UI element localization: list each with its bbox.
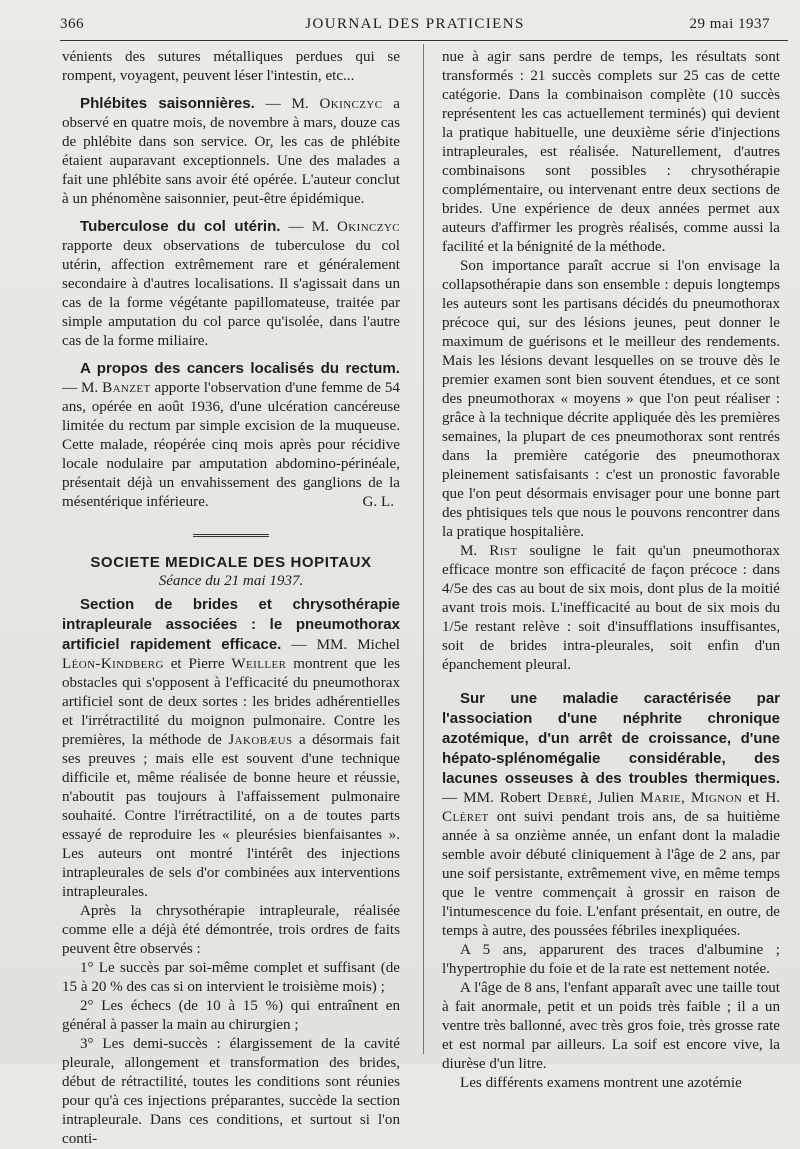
author-name: Okinczyc xyxy=(319,96,383,112)
article-text: — M. xyxy=(62,380,103,396)
signature: G. L. xyxy=(362,494,394,510)
author-name: Marie xyxy=(640,790,682,806)
section-subtitle: Séance du 21 mai 1937. xyxy=(158,573,304,589)
article-tuberculose xyxy=(62,217,400,351)
journal-title: JOURNAL DES PRATICIENS xyxy=(305,16,525,32)
article-text: a observé en quatre mois, de novembre à mars, douze cas de phlébite dans son service. Or, les cas de phlébite étaient auparavant exceptionnels. Une des malades a fait une phlébite sans avoir été opérée. L'auteur conclut à un phénomène saisonnier, peut-être épidémique. xyxy=(62,96,400,207)
list-item: 1° Le succès par soi-même complet et suffisant (de 15 à 20 % des cas si on intervient le troisième mois) ; xyxy=(62,960,400,995)
article-text: a désormais fait ses preuves ; mais elle est souvent d'une technique difficile et, même réalisée de bonne heure et réussie, n'aboutit pas toujours à l'affaissement pulmonaire souhaité. Contre l'irrétractilité, on a de toutes parts essayé de reproduire les « pleurésies bienfaisantes ». Les auteurs ont montré l'intérêt des injections intrapleurales de sels d'or combinées aux interventions intrapleurales. xyxy=(62,732,400,900)
article-brides xyxy=(62,595,400,902)
paragraph: A l'âge de 8 ans, l'enfant apparaît avec une taille tout à fait anormale, petit et un poids très faible ; il a un ventre très ballonné, avec très gros foie, très grosse rate et est normal par ailleurs. La soif est encore vive, la diurèse d'un litre. xyxy=(442,980,780,1072)
article-text: , xyxy=(681,790,692,806)
page-number: 366 xyxy=(60,16,84,32)
author-name: Debré xyxy=(547,790,589,806)
article-text: apporte l'observation d'une femme de 54 ans, opérée en août 1936, d'une ulcération cancéreuse limitée du rectum par simple excision de la muqueuse. Cette malade, réopérée cinq mois après pour récidive locale nodulaire par amputation abdomino-périnéale, présentait déjà un envahissement des ganglions de la mésentérique inférieure. xyxy=(62,380,400,510)
right-column xyxy=(442,48,781,1091)
author-name: Rist xyxy=(489,543,518,559)
author-name: Okinczyc xyxy=(337,219,400,235)
article-title: Phlébites saisonnières. xyxy=(80,95,255,112)
paragraph: vénients des sutures métalliques perdues qui se rompent, voyagent, peuvent léser l'intestin, etc... xyxy=(62,49,400,84)
author-name: Banzet xyxy=(102,380,151,396)
separator-rule xyxy=(193,534,269,539)
paragraph: nue à agir sans perdre de temps, les résultats sont transformés : 21 succès complets sur 25 cas de cette catégorie. Dans la combinaison complète (10 succès représentent les cas actuellement terminés) qui devient la pratique habituelle, une deuxième série d'injections intrapleurales, est réalisée. Naturellement, d'autres combinaisons sont possibles : chrysothérapie complémentaire, ou intervenant entre deux sections de brides. Une expérience de deux années permet aux auteurs d'affirmer les progrès réalisés, comme aussi la facilité et la bénignité de la méthode. xyxy=(442,49,780,255)
paragraph: A 5 ans, apparurent des traces d'albumine ; l'hypertrophie du foie et de la rate est nettement notée. xyxy=(442,942,780,977)
issue-date: 29 mai 1937 xyxy=(689,16,770,32)
article-text: et H. xyxy=(742,790,781,806)
article-text: ont suivi pendant trois ans, de sa huitième année à sa onzième année, un enfant dont la maladie semble avoir débuté cliniquement à l'âge de 2 ans, par une soif persistante, extrêmement vive, en même temps que le ventre commençait à grossir en raison de l'intumescence du foie. L'enfant présentait, en outre, de temps à autre, des poussées fébriles inexpliquées. xyxy=(442,809,780,939)
article-text: , Julien xyxy=(588,790,641,806)
article-text: M. xyxy=(460,543,490,559)
author-name: Léon-Kindberg xyxy=(62,656,164,672)
column-divider xyxy=(423,44,424,1054)
section-title: SOCIETE MEDICALE DES HOPITAUX xyxy=(90,554,372,571)
header-rule xyxy=(60,40,788,41)
article-title: Section de brides et chrysothérapie intrapleurale associées : le pneumothorax artificiel rapidement efficace. xyxy=(62,596,400,653)
author-name: Cléret xyxy=(442,809,489,825)
article-phlebites xyxy=(62,94,400,209)
article-title: Sur une maladie caractérisée par l'association d'une néphrite chronique azotémique, d'un arrêt de croissance, d'une hépato-splénomégalie considérable, des lacunes osseuses à des troubles thermiques. xyxy=(442,690,780,787)
article-text: — M. xyxy=(254,96,320,112)
article-text: et Pierre xyxy=(163,656,232,672)
article-text: rapporte deux observations de tuberculose du col utérin, affection extrêmement rare et généralement secondaire à d'autres localisations. Il s'agissait dans un cas de la forme végétante papillomateuse, traitée par simple amputation du col parce qu'isolée, dans l'autre cas de la forme miliaire. xyxy=(62,238,400,349)
paragraph: Les différents examens montrent une azotémie xyxy=(460,1075,742,1091)
article-maladie xyxy=(442,689,780,941)
article-text: — MM. Michel xyxy=(281,637,400,653)
paragraph xyxy=(442,542,780,675)
article-text: souligne le fait qu'un pneumothorax efficace montre son efficacité de façon précoce : dans 4/5e des cas au bout de six mois, dont plus de la moitié avant trois mois. L'inefficacité au bout de six mois du 1/5e restant relève : soit d'insufflations insuffisantes, soit de brides intra-pleurales, soit enfin d'un épanchement pleural. xyxy=(442,543,780,673)
article-cancers xyxy=(62,359,400,512)
article-title: A propos des cancers localisés du rectum. xyxy=(80,360,400,377)
list-item: 3° Les demi-succès : élargissement de la cavité pleurale, allongement et transformation des brides, début de rétractilité, toutes les conditions sont réunies pour qu'à ces injections préparantes, succède la section intrapleurale. Dans ces conditions, et surtout si l'on conti- xyxy=(62,1036,400,1147)
article-text: montrent que les obstacles qui s'opposent à l'efficacité du pneumothorax artificiel sont de deux sortes : les brides adhérentielles et l'irrétractilité du moignon pulmonaire. Contre les premières, la méthode de xyxy=(62,656,400,748)
article-text: — MM. Robert xyxy=(442,790,548,806)
paragraph: Après la chrysothérapie intrapleurale, réalisée comme elle a déjà été démontrée, trois ordres de faits peuvent être observés : xyxy=(62,903,400,957)
left-column xyxy=(62,48,400,1147)
page-header xyxy=(60,14,770,40)
list-item: 2° Les échecs (de 10 à 15 %) qui entraînent en général à passer la main au chirurgien ; xyxy=(62,998,400,1033)
paragraph: Son importance paraît accrue si l'on envisage la collapsothérapie dans son ensemble : depuis longtemps les auteurs sont les partisans décidés du pneumothorax précoce qui, sur des lésions jeunes, peut donner le maximum de guérisons et le meilleur des rendements. Mais les lésions devant lesquelles on se trouve dès le premier examen sont bien souvent étendues, et ce sont des pneumothorax « moyens » que l'on peut réaliser : grâce à la technique décrite appliquée dès les premières semaines, la plupart de ces pneumothorax sont rentrés dans la première catégorie des pneumothorax pleinement satisfaisants : c'est un pronostic favorable que l'on peut désormais envisager pour une bonne part des phtisiques tels que nous le pouvons rencontrer dans la pratique hospitalière. xyxy=(442,258,780,540)
author-name: Jakobæus xyxy=(228,732,293,748)
author-name: Weiller xyxy=(231,656,287,672)
article-text: — M. xyxy=(280,219,337,235)
author-name: Mignon xyxy=(691,790,743,806)
article-title: Tuberculose du col utérin. xyxy=(80,218,281,235)
